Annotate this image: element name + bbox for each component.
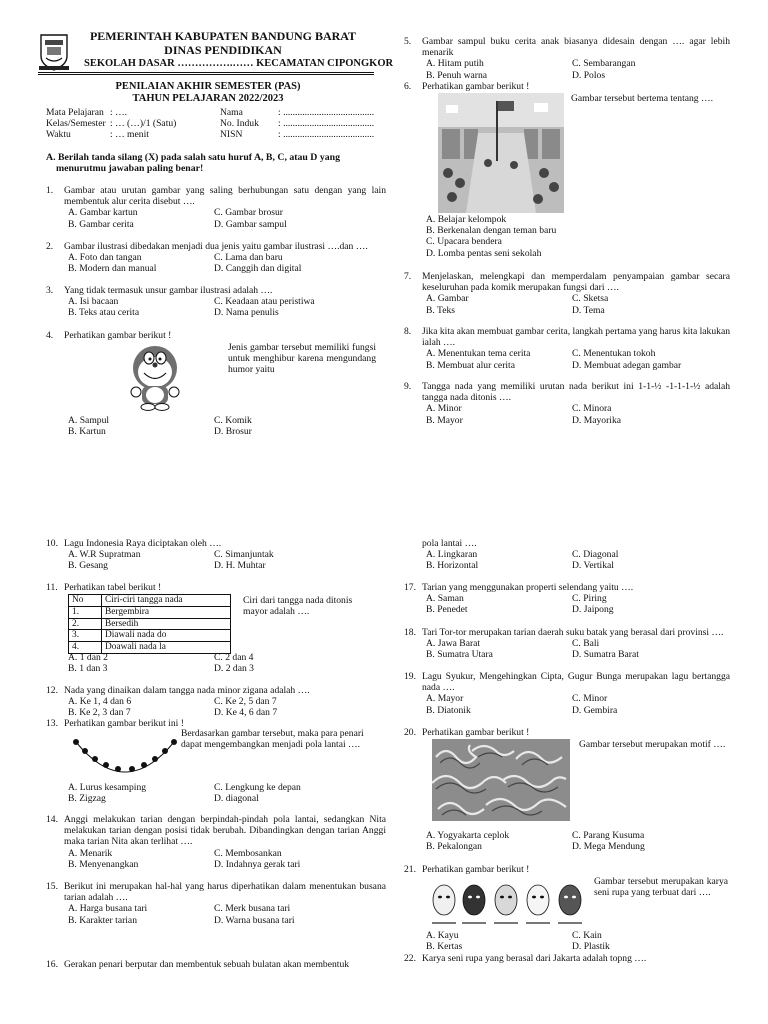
option-b[interactable]: B. Penedet [426, 604, 468, 616]
question-number: 12. [46, 685, 58, 696]
instruction-line: menurutmu jawaban paling benar! [56, 163, 204, 175]
answer-options [426, 403, 730, 425]
question-side-text: Gambar tersebut merupakan motif …. [579, 739, 726, 750]
answer-options [68, 696, 386, 718]
option-b[interactable]: B. Gambar cerita [68, 218, 134, 230]
question-number: 10. [46, 538, 58, 549]
option-a[interactable]: A. Jawa Barat [426, 638, 481, 650]
question-text: Gambar ilustrasi dibedakan menjadi dua jenis yaitu gambar ilustrasi ….dan …. [64, 241, 368, 252]
question-number: 9. [404, 381, 412, 392]
option-c[interactable]: C. Menentukan tokoh [572, 348, 656, 360]
option-b[interactable]: B. Modern dan manual [68, 263, 157, 275]
option-b[interactable]: B. Karakter tarian [68, 914, 137, 926]
question-text: Yang tidak termasuk unsur gambar ilustrasi adalah …. [64, 285, 273, 296]
answer-options [426, 214, 746, 259]
option-b[interactable]: B. Berkenalan dengan teman baru [426, 225, 557, 237]
option-a[interactable]: A. Yogyakarta ceplok [426, 830, 510, 841]
option-b[interactable]: B. Membuat alur cerita [426, 359, 515, 371]
option-a[interactable]: A. Gambar [426, 293, 469, 305]
answer-options [426, 58, 730, 80]
question-text: Gambar atau urutan gambar yang saling berhubungan satu dengan yang lain membentuk alur cerita disebut …. [64, 185, 386, 208]
question-text: Tari Tor-tor merupakan tarian daerah suku batak yang berasal dari provinsi …. [422, 627, 724, 638]
option-d[interactable]: D. Lomba pentas seni sekolah [426, 247, 542, 259]
option-d[interactable]: D. Ke 4, 6 dan 7 [214, 707, 278, 719]
option-c[interactable]: C. Piring [572, 593, 607, 605]
meta-value: : …. [110, 107, 128, 118]
meta-label: Kelas/Semester [46, 118, 106, 130]
option-a[interactable]: A. W.R Supratman [68, 549, 141, 561]
answer-options [68, 782, 388, 804]
option-d[interactable]: D. Canggih dan digital [214, 263, 302, 275]
option-c[interactable]: C. Ke 2, 5 dan 7 [214, 696, 277, 708]
answer-options [426, 549, 730, 571]
option-a[interactable]: A. Gambar kartun [68, 207, 138, 219]
floor-pattern-image [70, 736, 180, 782]
option-d[interactable]: D. Nama penulis [214, 307, 279, 319]
option-c[interactable]: C. Komik [214, 415, 252, 426]
answer-options [68, 848, 386, 870]
question-number: 7. [404, 271, 412, 282]
answer-options [68, 296, 386, 318]
table-cell: Bersedih [102, 618, 231, 630]
meta-label: Nama [220, 107, 243, 118]
question-16 [46, 959, 386, 970]
option-b[interactable]: B. Teks atau cerita [68, 307, 140, 319]
table-cell: 2. [69, 618, 102, 630]
option-c[interactable]: C. Merk busana tari [214, 903, 291, 915]
question-text: Perhatikan gambar berikut ! [422, 81, 530, 92]
right-column [404, 0, 730, 1024]
option-a[interactable]: A. Sampul [68, 415, 110, 426]
meta-label: Mata Pelajaran [46, 107, 104, 118]
question-text: Menjelaskan, melengkapi dan memperdalam penyampaian gambar secara keseluruhan pada komik merupakan fungsi dari …. [422, 271, 730, 294]
question-side-text: Gambar tersebut merupakan karya seni rupa yang terbuat dari …. [594, 876, 728, 899]
option-c[interactable]: C. Membosankan [214, 847, 282, 859]
meta-value: : ...................................... [278, 129, 375, 141]
answer-options [426, 348, 730, 370]
option-d[interactable]: D. Gembira [572, 704, 618, 716]
option-a[interactable]: A. Lurus kesamping [68, 782, 147, 793]
question-text: Karya seni rupa yang berasal dari Jakarta adalah topng …. [422, 953, 647, 964]
exam-name: PENILAIAN AKHIR SEMESTER (PAS) [115, 81, 301, 92]
option-d[interactable]: D. Jaipong [572, 604, 614, 616]
question-12 [46, 685, 386, 719]
option-c[interactable]: C. Bali [572, 638, 600, 650]
question-number: 1. [46, 185, 54, 196]
question-20 [404, 727, 730, 857]
masks-image [430, 878, 586, 930]
question-6 [404, 81, 730, 261]
question-text: Nada yang dinaikan dalam tangga nada minor zigana adalah …. [64, 685, 310, 696]
option-d[interactable]: D. 2 dan 3 [214, 663, 254, 675]
option-c[interactable]: C. Minora [572, 403, 612, 415]
answer-options [68, 415, 388, 437]
option-c[interactable]: C. Parang Kusuma [572, 830, 645, 841]
question-8 [404, 326, 730, 371]
option-d[interactable]: D. Vertikal [572, 560, 614, 572]
left-column [46, 0, 394, 1024]
question-number: 3. [46, 285, 54, 296]
option-c[interactable]: C. Diagonal [572, 549, 619, 561]
department-name: DINAS PENDIDIKAN [164, 42, 282, 57]
question-17 [404, 582, 730, 616]
instruction-line: A. Berilah tanda silang (X) pada salah satu huruf A, B, C, atau D yang [46, 152, 340, 163]
answer-options [426, 293, 730, 315]
option-a[interactable]: A. Menentukan tema cerita [426, 348, 531, 360]
question-1 [46, 185, 386, 230]
question-number: 17. [404, 582, 416, 593]
option-a[interactable]: A. 1 dan 2 [68, 652, 108, 663]
option-c[interactable]: C. Sketsa [572, 293, 609, 305]
option-a[interactable]: A. Lingkaran [426, 549, 478, 561]
question-11 [46, 582, 386, 674]
meta-label: NISN [220, 129, 243, 141]
option-a[interactable]: A. Harga busana tari [68, 903, 148, 915]
option-d[interactable]: D. Tema [572, 304, 605, 316]
question-5 [404, 36, 730, 81]
option-d[interactable]: D. Mega Mendung [572, 841, 645, 853]
option-c[interactable]: C. Minor [572, 693, 608, 705]
option-b[interactable]: B. Horizontal [426, 560, 479, 572]
question-text: Perhatikan gambar berikut ! [422, 864, 530, 875]
option-d[interactable]: D. Mayorika [572, 414, 622, 426]
question-text: Perhatikan gambar berikut ini ! [64, 718, 184, 729]
question-3 [46, 285, 386, 319]
table-head-cell: Ciri-ciri tangga nada [102, 595, 231, 607]
question-21 [404, 864, 730, 954]
option-b[interactable]: B. Kertas [426, 941, 463, 953]
option-d[interactable]: D. Gambar sampul [214, 218, 287, 230]
question-text: Perhatikan gambar berikut ! [422, 727, 530, 738]
meta-label: Waktu [46, 129, 71, 141]
option-a[interactable]: A. Minor [426, 403, 462, 415]
meta-value: : ...................................... [278, 107, 375, 118]
scale-table [68, 594, 231, 654]
option-a[interactable]: A. Ke 1, 4 dan 6 [68, 696, 132, 708]
answer-options [68, 252, 386, 274]
question-side-text: Jenis gambar tersebut memiliki fungsi untuk menghibur karena mengundang humor yaitu [228, 342, 376, 376]
question-number: 6. [404, 81, 412, 92]
option-a[interactable]: A. Belajar kelompok [426, 214, 507, 225]
option-c[interactable]: C. Lengkung ke depan [214, 782, 301, 793]
answer-options [68, 652, 388, 674]
answer-options [426, 930, 746, 952]
option-d[interactable]: D. Warna busana tari [214, 914, 295, 926]
question-14 [46, 814, 386, 870]
table-cell: Bergembira [102, 606, 231, 618]
question-19 [404, 671, 730, 716]
option-d[interactable]: D. Polos [572, 69, 606, 81]
option-c[interactable]: C. 2 dan 4 [214, 652, 254, 663]
question-text: Berikut ini merupakan hal-hal yang harus diperhatikan dalam menentukan busana tarian adalah …. [64, 881, 386, 904]
question-number: 5. [404, 36, 412, 47]
table-cell: Doawali nada la [102, 642, 231, 654]
question-side-text: Berdasarkan gambar tersebut, maka para penari dapat mengembangkan menjadi pola lantai …. [181, 728, 364, 751]
option-b[interactable]: B. Menyenangkan [68, 858, 139, 870]
option-b[interactable]: B. 1 dan 3 [68, 663, 108, 675]
meta-value: : … (…)/1 (Satu) [110, 118, 177, 130]
doraemon-image [120, 342, 190, 412]
answer-options [426, 830, 746, 852]
question-15 [46, 881, 386, 926]
meta-value: : ...................................... [278, 118, 375, 130]
option-d[interactable]: D. diagonal [214, 793, 259, 805]
question-2 [46, 241, 386, 275]
answer-options [426, 593, 730, 615]
question-text: Lagu Indonesia Raya diciptakan oleh …. [64, 538, 222, 549]
question-13 [46, 718, 386, 808]
option-d[interactable]: D. Brosur [214, 426, 252, 438]
question-text: Tangga nada yang memiliki urutan nada berikut ini 1-1-½ -1-1-1-½ adalah tangga nada ditonis …. [422, 381, 730, 404]
option-a[interactable]: A. Saman [426, 593, 464, 605]
question-text: Jika kita akan membuat gambar cerita, langkah pertama yang harus kita lakukan ialah …. [422, 326, 730, 349]
table-row [69, 618, 231, 630]
table-row [69, 630, 231, 642]
table-cell: Diawali nada do [102, 630, 231, 642]
question-number: 8. [404, 326, 412, 337]
option-b[interactable]: B. Kartun [68, 426, 106, 438]
school-ceremony-image [438, 93, 564, 213]
option-b[interactable]: B. Teks [426, 304, 456, 316]
option-c[interactable]: C. Upacara bendera [426, 236, 502, 248]
option-d[interactable]: D. Indahnya gerak tari [214, 858, 301, 870]
option-d[interactable]: D. H. Muhtar [214, 560, 266, 572]
question-text: Anggi melakukan tarian dengan berpindah-pindah pola lantai, sedangkan Nita melakukan tarian dengan posisi tidak berubah. Dibandingkan dengan tarian Anggi maka tarian Nita akan terlihat …. [64, 814, 386, 848]
option-c[interactable]: C. Simanjuntak [214, 549, 274, 561]
option-a[interactable]: A. Mayor [426, 693, 464, 705]
answer-options [68, 207, 386, 229]
option-a[interactable]: A. Menarik [68, 847, 113, 859]
option-c[interactable]: C. Sembarangan [572, 58, 636, 70]
option-a[interactable]: A. Isi bacaan [68, 296, 119, 308]
question-number: 20. [404, 727, 416, 738]
question-number: 14. [46, 814, 58, 825]
option-d[interactable]: D. Sumatra Barat [572, 649, 639, 661]
option-b[interactable]: B. Mayor [426, 414, 463, 426]
question-number: 19. [404, 671, 416, 682]
option-b[interactable]: B. Pekalongan [426, 841, 482, 853]
question-text: Perhatikan gambar berikut ! [64, 330, 172, 341]
option-c[interactable]: C. Lama dan baru [214, 252, 283, 264]
option-b[interactable]: B. Penuh warna [426, 69, 488, 81]
table-cell: 4. [69, 642, 102, 654]
option-c[interactable]: C. Keadaan atau peristiwa [214, 296, 315, 308]
question-number: 15. [46, 881, 58, 892]
question-7 [404, 271, 730, 316]
question-18 [404, 627, 730, 661]
option-c[interactable]: C. Gambar brosur [214, 207, 284, 219]
question-number: 11. [46, 582, 58, 593]
question-text: Gerakan penari berputar dan membentuk sebuah bulatan akan membentuk [64, 959, 350, 970]
question-number: 13. [46, 718, 58, 729]
question-number: 16. [46, 959, 58, 970]
table-row [69, 606, 231, 618]
option-d[interactable]: D. Membuat adegan gambar [572, 359, 682, 371]
question-number: 21. [404, 864, 416, 875]
question-text: Lagu Syukur, Mengehingkan Cipta, Gugur Bunga merupakan lagu bertangga nada …. [422, 671, 730, 694]
option-b[interactable]: B. Sumatra Utara [426, 649, 493, 661]
question-16-continued [404, 538, 730, 572]
answer-options [68, 903, 386, 925]
table-cell: 1. [69, 606, 102, 618]
option-a[interactable]: A. Hitam putih [426, 58, 484, 70]
meta-label: No. Induk [220, 118, 259, 130]
table-cell: 3. [69, 630, 102, 642]
meta-value: : … menit [110, 129, 149, 141]
question-number: 18. [404, 627, 416, 638]
school-line: SEKOLAH DASAR …………….…… KECAMATAN CIPONGKOR [84, 57, 394, 69]
question-side-text: Gambar tersebut bertema tentang …. [571, 93, 713, 104]
option-b[interactable]: B. Diatonik [426, 704, 471, 716]
question-number: 4. [46, 330, 54, 341]
question-9 [404, 381, 730, 426]
question-side-text: Ciri dari tangga nada ditonis mayor adalah …. [243, 595, 353, 618]
question-22 [404, 953, 730, 964]
option-b[interactable]: B. Zigzag [68, 793, 106, 805]
question-text: pola lantai …. [422, 538, 477, 549]
table-head-cell: No [69, 595, 102, 607]
question-10 [46, 538, 386, 572]
option-b[interactable]: B. Gesang [68, 560, 108, 572]
government-name: PEMERINTAH KABUPATEN BANDUNG BARAT [89, 29, 357, 43]
question-text: Perhatikan tabel berikut ! [64, 582, 162, 593]
option-d[interactable]: D. Plastik [572, 941, 610, 953]
exam-year: TAHUN PELAJARAN 2022/2023 [132, 93, 284, 105]
option-a[interactable]: A. Foto dan tangan [68, 252, 142, 264]
question-number: 22. [404, 953, 416, 964]
option-b[interactable]: B. Ke 2, 3 dan 7 [68, 707, 131, 719]
table-header [69, 595, 231, 607]
question-text: Tarian yang menggunakan properti selendang yaitu …. [422, 582, 634, 593]
answer-options [426, 638, 730, 660]
question-number: 2. [46, 241, 54, 252]
answer-options [426, 693, 730, 715]
option-a[interactable]: A. Kayu [426, 930, 459, 941]
question-text: Gambar sampul buku cerita anak biasanya didesain dengan …. agar lebih menarik [422, 36, 730, 59]
option-c[interactable]: C. Kain [572, 930, 602, 941]
batik-image [432, 739, 570, 821]
question-4 [46, 330, 386, 440]
answer-options [68, 549, 386, 571]
